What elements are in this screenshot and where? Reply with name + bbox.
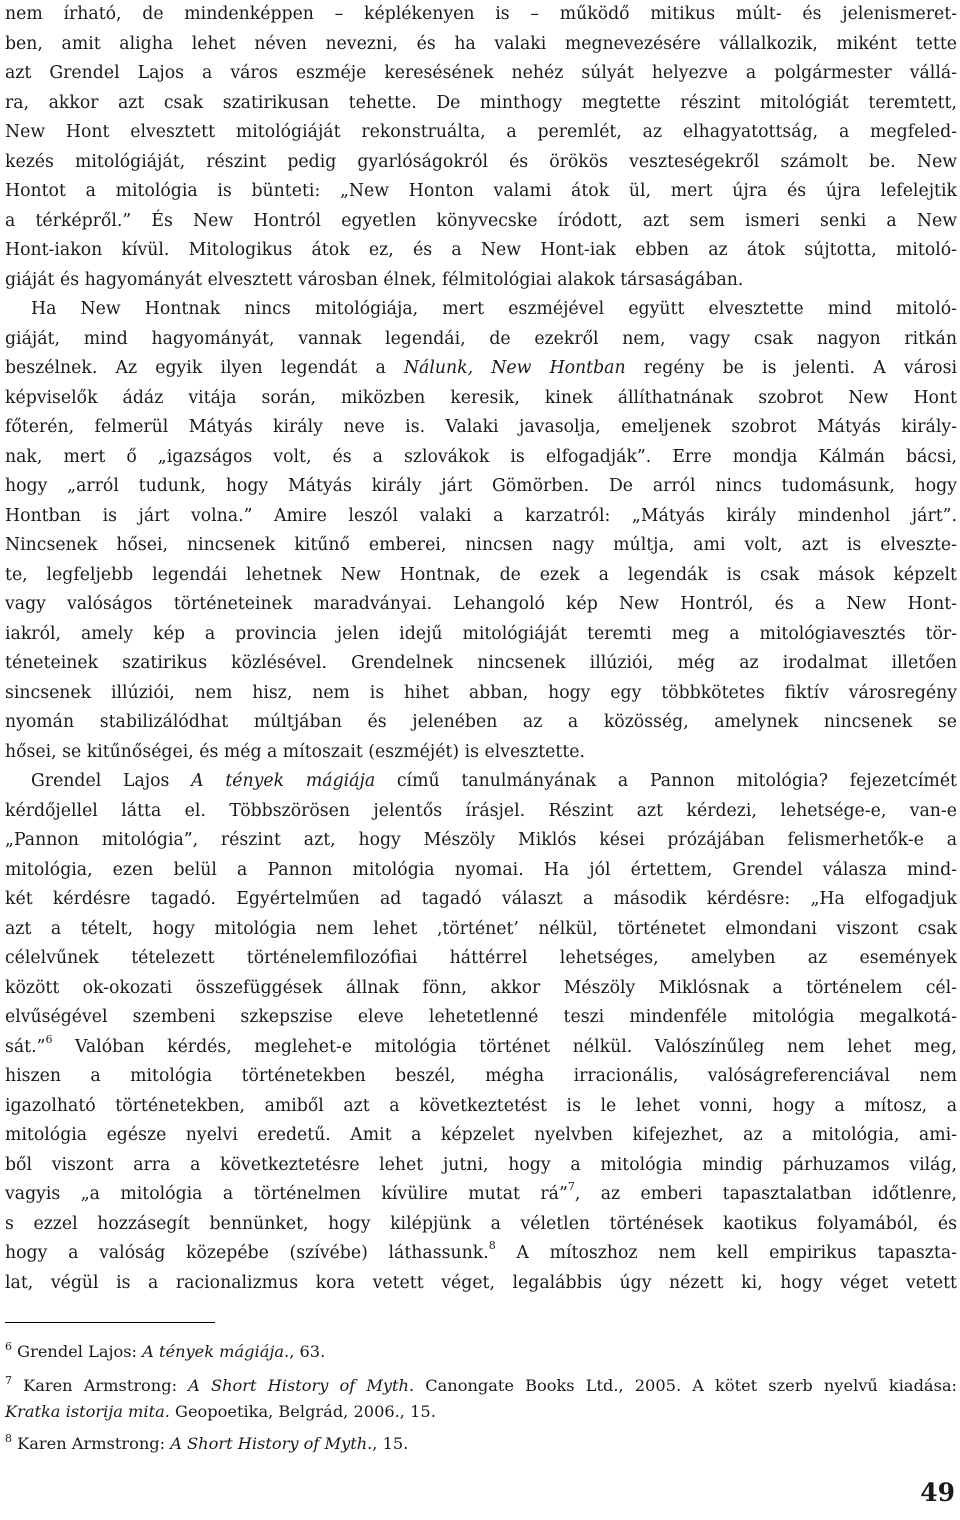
text-run: s ezzel hozzásegít bennünket, hogy kilépjünk a véletlen történések kaotikus folyamából, és [5,1213,957,1234]
text-run: Hontban is járt volna.” Amire leszól valaki a karzatról: „Mátyás király mindenhol járt”. [5,505,957,526]
text-line [5,561,957,589]
text-run: beszélnek. Az egyik ilyen legendát a [5,358,404,378]
text-run: „Pannon mitológia”, részint azt, hogy Mészöly Miklós kései prózájában felismerhetők-e a [5,830,957,850]
footnote-reference: 7 [5,1373,12,1387]
text-line [5,590,957,618]
text-line [5,915,957,943]
text-line [5,148,957,176]
text-line [5,59,957,87]
text-line [5,1180,957,1208]
text-run: A mítoszhoz nem kell empirikus tapaszta- [495,1243,957,1263]
page-number: 49 [920,1478,955,1507]
text-run: nem írható, de mindenképpen – képlékenyen is – működő mitikus múlt- és jelenismeret- [5,4,957,24]
text-line [5,1151,957,1179]
text-run: főterén, felmerül Mátyás király neve is. Valaki javasolja, emeljenek szobrot Mátyás király- [5,417,957,437]
text-line [5,885,957,913]
footnote-line [5,1340,957,1364]
footnote-line [5,1400,957,1424]
text-run: című tanulmányának a Pannon mitológia? fejezetcímét [375,771,957,791]
text-run: téneteinek szatirikus közlésével. Grendelnek nincsenek illúziói, még az irodalmat illetően [5,653,957,673]
text-line [5,354,957,382]
text-run: hősei, se kitűnőségei, és még a mítoszait (eszméjét) is elvesztette. [5,741,586,762]
text-run: Grendel Lajos [31,771,192,791]
text-run: lat, végül is a racionalizmus kora vetett véget, legalábbis úgy nézett ki, hogy véget vetett [5,1272,957,1293]
text-line [5,384,957,412]
text-line [5,443,957,471]
text-line [5,502,957,530]
text-run: nak, mert ő „igazságos volt, és a szlovákok is elfogadják”. Erre mondja Kálmán bácsi, [5,446,957,467]
footnote-separator [5,1322,215,1323]
text-run: giáját és hagyományát elvesztett városban élnek, félmitológiai alakok társaságában. [5,269,744,290]
text-line [5,413,957,441]
text-run: kérdőjellel látta el. Többszörösen jelentős írásjel. Részint azt kérdezi, lehetsége-e, van-e [5,800,957,821]
text-line [5,89,957,117]
text-line [5,1092,957,1120]
text-run: Hontot a mitológia is bünteti: „New Honton valami átok ül, mert újra és újra lefelejtik [5,181,957,201]
footnote-reference: 6 [5,1339,12,1353]
italic-title: Nálunk, New Hontban [403,358,626,378]
text-run: célelvűnek tételezett történelemfilozófiai háttérrel lehetséges, amelyben az események [5,948,957,968]
footnote-line [5,1432,957,1456]
text-run: giáját, mind hagyományát, vannak legendái, de ezekről nem, vagy csak nagyon ritkán [5,328,957,349]
text-run: Canongate Books Ltd., 2005. A kötet szerb nyelvű kiadása: [414,1376,957,1395]
text-run: sincsenek illúziói, nem hisz, nem is hihet abban, hogy egy többkötetes fiktív városregény [5,682,957,703]
text-line [5,679,957,707]
text-run: mitológia, ezen belül a Pannon mitológia nyomai. Ha jól értettem, Grendel válasza mind- [5,859,957,880]
text-run: azt a tételt, hogy mitológia nem lehet ‚történet’ nélkül, történetet elmondani viszont csak [5,918,957,939]
text-run: elvűségével szembeni szkepszise eleve lehetetlenné teszi mindenféle mitológia megalkotá- [5,1007,957,1027]
text-run: hogy a valóság közepébe (szívébe) láthassunk. [5,1243,489,1263]
text-line [5,1239,957,1267]
text-line [5,708,957,736]
text-line [5,30,957,58]
text-run: igazolható történetekben, amiből azt a következtetést is le lehet vonni, hogy a mítosz, a [5,1095,957,1116]
footnote-reference: 6 [45,1032,53,1046]
text-run: Nincsenek hősei, nincsenek kitűnő emberei, nincsen nagy múltja, ami volt, azt is elveszte- [5,535,957,555]
text-run: Geopoetika, Belgrád, 2006., 15. [169,1402,436,1421]
text-run: kezés mitológiáját, részint pedig gyarlóságokról és örökös veszteségekről számolt be. New [5,151,957,172]
text-line [5,236,957,264]
text-run: Karen Armstrong: [12,1434,171,1453]
text-run: mitológia egésze nyelvi eredetű. Amit a képzelet nyelvben kifejezhet, az a mitológia, ami- [5,1125,957,1145]
text-run: Grendel Lajos: [12,1342,143,1361]
italic-title: Kratka istorija mita. [5,1402,170,1421]
italic-title: A tények mágiája [142,1342,285,1361]
text-line [5,118,957,146]
footnote-line [5,1374,957,1398]
text-line [5,944,957,972]
text-line [5,531,957,559]
text-run: azt Grendel Lajos a város eszméje keresésének nehéz súlyát helyezve a polgármester vállá- [5,63,957,83]
text-line [5,295,957,323]
text-run: te, legfeljebb legendái lehetnek New Hontnak, de ezek a legendák is csak mások képzelt [5,564,957,585]
text-run: iakról, amely kép a provincia jelen idejű mitológiáját teremti meg a mitológiavesztés tör- [5,623,957,644]
text-run: két kérdésre tagadó. Egyértelműen ad tagadó választ a második kérdésre: „Ha elfogadjuk [5,889,957,909]
text-line [5,620,957,648]
footnote-reference: 8 [5,1431,12,1445]
text-line [5,472,957,500]
text-run: Karen Armstrong: [12,1376,189,1395]
text-run: vagy valóságos történeteinek maradványai. Lehangoló kép New Hontról, és a New Hont- [5,594,957,614]
text-run: , az emberi tapasztalatban időtlenre, [574,1184,957,1204]
text-run: hiszen a mitológia történetekben beszél, mégha irracionális, valóságreferenciával nem [5,1066,957,1086]
footnote-reference: 7 [567,1180,575,1194]
text-run: sát.” [5,1036,46,1057]
text-line [5,856,957,884]
text-run: New Hont elvesztett mitológiáját rekonstruálta, a peremlét, az elhagyatottság, a megfeled- [5,122,957,142]
text-line [5,0,957,28]
text-line [5,826,957,854]
text-run: regény be is jelenti. A városi [625,358,957,378]
text-line [5,974,957,1002]
text-line [5,1062,957,1090]
text-run: ., 15. [367,1434,409,1453]
text-line [5,1003,957,1031]
text-line [5,649,957,677]
text-run: vagyis „a mitológia a történelmen kívülire mutat rá” [5,1184,568,1204]
italic-title: A tények mágiája [191,771,376,791]
text-run: között ok-okozati összefüggések állnak fönn, akkor Mészöly Miklósnak a történelem cél- [5,977,957,998]
text-line [5,1121,957,1149]
text-line [5,1033,957,1061]
text-run: ., 63. [284,1342,326,1361]
text-run: ra, akkor azt csak szatirikusan tehette. De minthogy megtette részint mitológiát teremtett, [5,92,957,113]
text-line [5,207,957,235]
text-line [5,1269,957,1297]
text-run: képviselők ádáz vitája során, miközben keresik, kinek állíthatnának szobrot New Hont [5,387,957,408]
text-line [5,266,957,294]
footnote-reference: 8 [488,1239,496,1253]
text-line [5,325,957,353]
text-run: ben, amit aligha lehet néven nevezni, és ha valaki megnevezésére vállalkozik, miként tette [5,33,957,54]
text-run: Ha New Hontnak nincs mitológiája, mert eszméjével együtt elvesztette mind mitoló- [31,299,957,319]
text-run: hogy „arról tudunk, hogy Mátyás király járt Gömörben. De arról nincs tudomásunk, hogy [5,476,957,496]
text-run: Hont-iakon kívül. Mitologikus átok ez, és a New Hont-iak ebben az átok sújtotta, mitoló- [5,240,957,260]
text-line [5,767,957,795]
text-run: a térképről.” És New Hontról egyetlen könyvecske íródott, azt sem ismeri senki a New [5,210,957,231]
text-line [5,738,957,766]
italic-title: A Short History of Myth [170,1434,368,1453]
document-page [5,0,957,1520]
text-run: ből viszont arra a következtetésre lehet jutni, hogy a mitológia mindig párhuzamos világ, [5,1154,957,1175]
text-line [5,1210,957,1238]
text-run: Valóban kérdés, meglehet-e mitológia történet nélkül. Valószínűleg nem lehet meg, [52,1036,957,1057]
text-line [5,797,957,825]
text-line [5,177,957,205]
text-run: nyomán stabilizálódhat múltjában és jelenében az a közösség, amelynek nincsenek se [5,712,957,732]
italic-title: A Short History of Myth. [188,1376,415,1395]
